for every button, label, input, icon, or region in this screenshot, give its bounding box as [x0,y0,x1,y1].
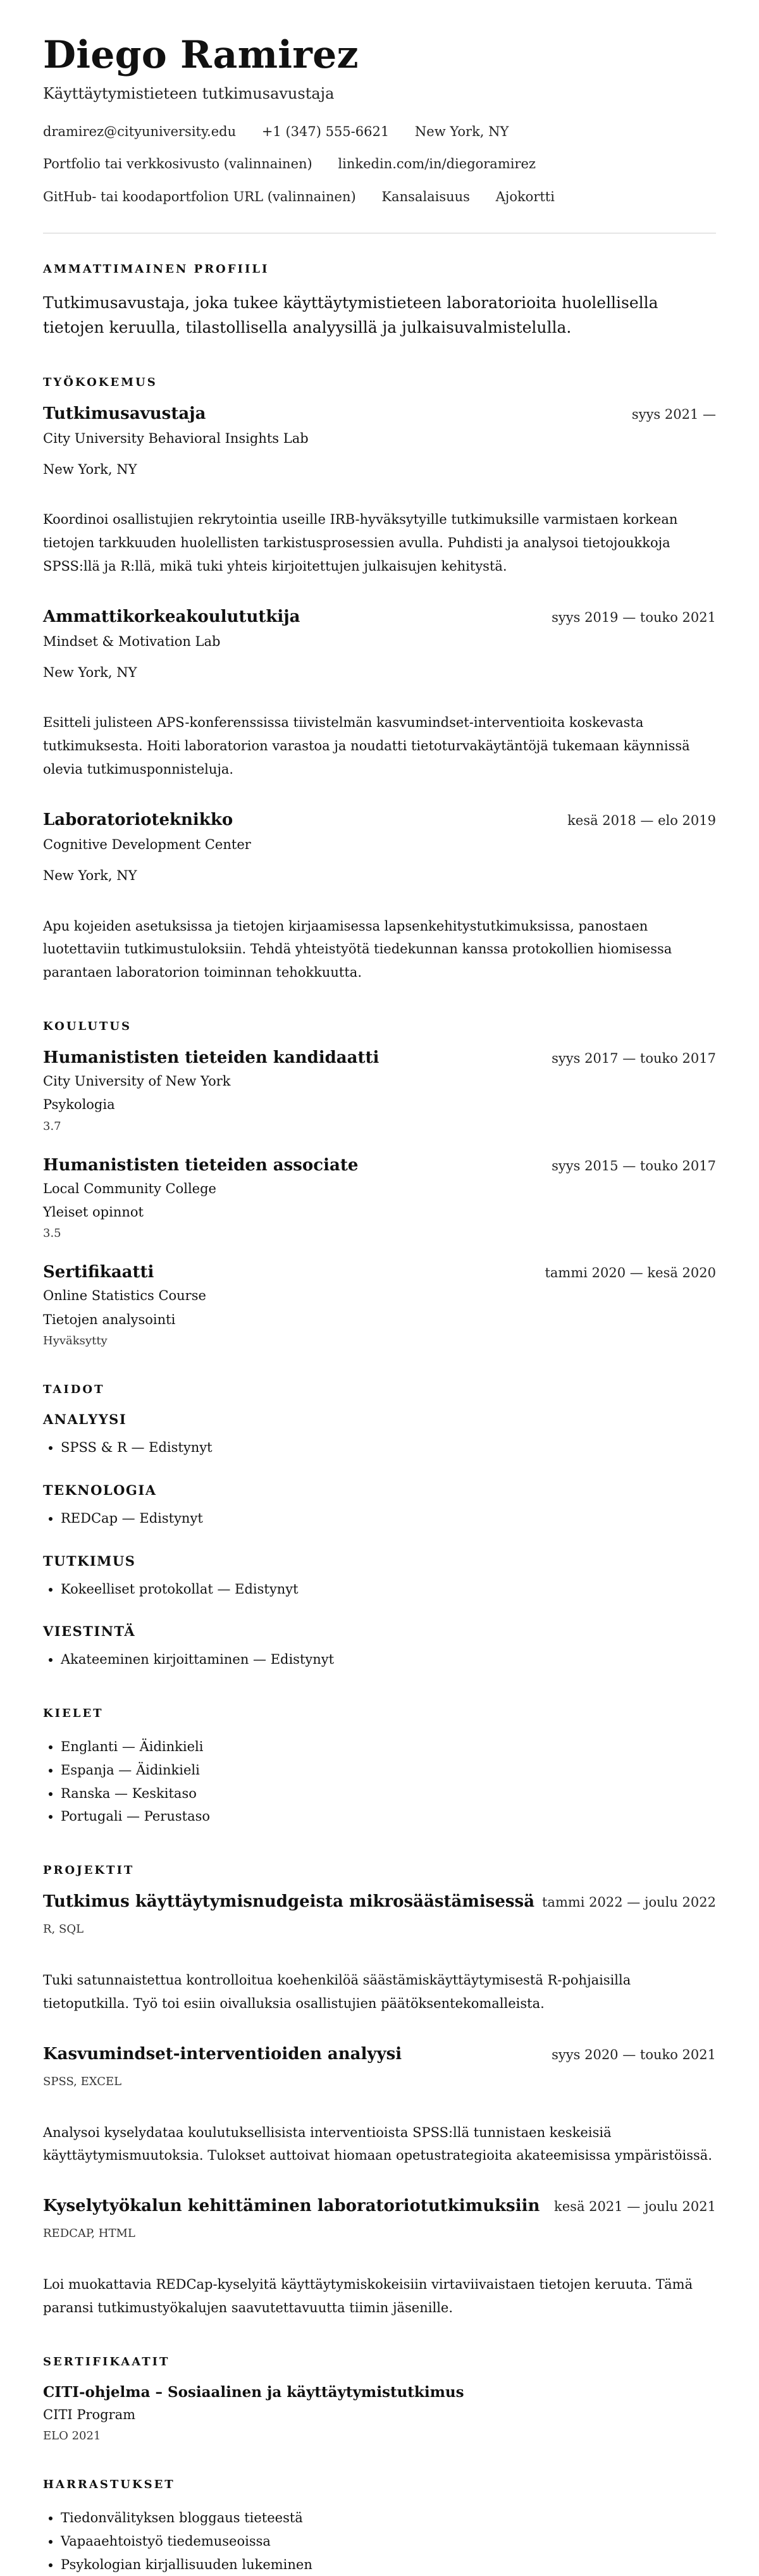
education-section [43,1020,716,1347]
project-entry [43,2045,716,2168]
hobby-list [43,2506,716,2576]
school-name: Online Statistics Course [43,1287,716,1305]
project-tech: REDCAP, HTML [43,2227,716,2240]
languages-heading: KIELET [43,1707,716,1720]
project-date: tammi 2022 — joulu 2022 [542,1895,716,1910]
project-title: Kyselytyökalun kehittäminen laboratoriotutkimuksiin [43,2196,540,2215]
contact-row-extra [43,188,716,206]
project-date: kesä 2021 — joulu 2021 [554,2199,716,2214]
project-date: syys 2020 — touko 2021 [552,2047,716,2062]
experience-entry [43,607,716,781]
skill-item: • SPSS & R — Edistynyt [61,1436,716,1459]
skill-list [43,1507,716,1530]
job-location: New York, NY [43,867,716,885]
project-description: Loi muokattavia REDCap-kyselyitä käyttäytymiskokeisiin virtaviivaistaen tietojen keruuta. Tämä paransi tutkimustyökalujen saavutettavuutta tiimin jäsenille. [43,2273,716,2320]
language-item: • Englanti — Äidinkieli [61,1735,716,1759]
profile-text: Tutkimusavustaja, joka tukee käyttäytymistieteen laboratorioita huolellisella tietojen keruulla, tilastollisella analyysillä ja julkaisuvalmistelulla. [43,291,716,340]
job-date: kesä 2018 — elo 2019 [567,813,716,828]
github-link[interactable]: GitHub- tai koodaportfolion URL (valinnainen) [43,189,356,204]
hobby-item: • Tiedonvälityksen bloggaus tieteestä [61,2506,716,2530]
school-name: Local Community College [43,1180,716,1198]
certification-title: CITI-ohjelma – Sosiaalinen ja käyttäytymistutkimus [43,2384,716,2401]
degree-title: Sertifikaatti [43,1263,154,1282]
skill-item: • Akateeminen kirjoittaminen — Edistynyt [61,1648,716,1671]
skill-item: • REDCap — Edistynyt [61,1507,716,1530]
grade: 3.5 [43,1227,716,1240]
field-of-study: Yleiset opinnot [43,1203,716,1222]
portfolio-link[interactable]: Portfolio tai verkkosivusto (valinnainen) [43,156,312,171]
skill-list [43,1578,716,1601]
job-date: syys 2019 — touko 2021 [552,610,716,625]
experience-entry [43,404,716,578]
degree-date: syys 2017 — touko 2017 [552,1051,716,1066]
certification-entry [43,2384,716,2443]
skill-category: ANALYYSI [43,1411,716,1427]
project-tech: SPSS, EXCEL [43,2075,716,2088]
email-link[interactable]: dramirez@cityuniversity.edu [43,124,236,139]
field-of-study: Tietojen analysointi [43,1311,716,1329]
hobbies-section [43,2478,716,2576]
project-entry [43,2196,716,2320]
job-description: Apu kojeiden asetuksissa ja tietojen kirjaamisessa lapsenkehitystutkimuksissa, panostaen luotettaviin tutkimustuloksiin. Tehdä yhteistyötä tiedekunnan kanssa protokollien hiomisessa parantaen laboratorion toiminnan tehokkuutta. [43,915,716,984]
hobby-item: • Psykologian kirjallisuuden lukeminen [61,2553,716,2576]
skill-category: VIESTINTÄ [43,1623,716,1639]
contact-row-links [43,155,716,173]
language-item: • Espanja — Äidinkieli [61,1759,716,1782]
candidate-title: Käyttäytymistieteen tutkimusavustaja [43,85,716,102]
experience-heading: TYÖKOKEMUS [43,376,716,389]
degree-title: Humanististen tieteiden kandidaatti [43,1048,379,1067]
profile-heading: AMMATTIMAINEN PROFIILI [43,263,716,276]
skill-list [43,1648,716,1671]
candidate-name: Diego Ramirez [43,34,716,76]
job-title: Ammattikorkeakoulututkija [43,607,300,626]
experience-entry [43,810,716,984]
languages-section [43,1707,716,1828]
drivers-license: Ajokortti [496,189,555,204]
project-description: Tuki satunnaistettua kontrolloitua koehenkilöä säästämiskäyttäytymisestä R-pohjaisilla tietoputkilla. Työ toi esiin oivalluksia osallistujien päätöksentekomalleista. [43,1969,716,2016]
skill-category: TEKNOLOGIA [43,1482,716,1498]
projects-heading: PROJEKTIT [43,1864,716,1877]
hobby-item: • Vapaaehtoistyö tiedemuseoissa [61,2530,716,2553]
project-entry [43,1892,716,2016]
language-list [43,1735,716,1828]
project-tech: R, SQL [43,1923,716,1936]
skill-item: • Kokeelliset protokollat — Edistynyt [61,1578,716,1601]
job-location: New York, NY [43,461,716,479]
location: New York, NY [415,124,509,139]
school-name: City University of New York [43,1072,716,1091]
hobbies-heading: HARRASTUKSET [43,2478,716,2491]
grade: Hyväksytty [43,1334,716,1347]
certifications-section [43,2355,716,2443]
job-location: New York, NY [43,664,716,682]
job-title: Tutkimusavustaja [43,404,206,423]
skills-heading: TAIDOT [43,1383,716,1396]
language-item: • Portugali — Perustaso [61,1805,716,1828]
education-entry [43,1263,716,1347]
degree-date: syys 2015 — touko 2017 [552,1158,716,1173]
citizenship: Kansalaisuus [381,189,470,204]
job-organization: Cognitive Development Center [43,836,716,854]
job-title: Laboratorioteknikko [43,810,233,829]
field-of-study: Psykologia [43,1096,716,1114]
job-organization: Mindset & Motivation Lab [43,633,716,651]
experience-section [43,376,716,984]
certification-date: ELO 2021 [43,2429,716,2443]
job-description: Koordinoi osallistujien rekrytointia useille IRB-hyväksytyille tutkimuksille varmistaen korkean tietojen tarkkuuden huolellisten tarkistusprosessien avulla. Puhdisti ja analysoi tietojoukkoja SPSS:llä ja R:llä, mikä tuki yhteis kirjoitettujen julkaisujen kehitystä. [43,508,716,578]
certifications-heading: SERTIFIKAATIT [43,2355,716,2369]
skill-category: TUTKIMUS [43,1553,716,1569]
phone-number: +1 (347) 555-6621 [262,124,389,139]
project-description: Analysoi kyselydataa koulutuksellisista interventioista SPSS:llä tunnistaen keskeisiä käyttäytymismuutoksia. Tulokset auttoivat hiomaan opetustrategioita akateemisissa ympäristöissä. [43,2121,716,2168]
education-heading: KOULUTUS [43,1020,716,1033]
project-title: Tutkimus käyttäytymisnudgeista mikrosäästämisessä [43,1892,534,1911]
job-description: Esitteli julisteen APS-konferenssissa tiivistelmän kasvumindset-interventioita koskevasta tutkimuksesta. Hoiti laboratorion varastoa ja noudatti tietoturvakäytäntöjä tukemaan käynnissä olevia tutkimusponnisteluja. [43,711,716,781]
contact-row-primary [43,123,716,141]
education-entry [43,1156,716,1241]
certification-issuer: CITI Program [43,2406,716,2424]
project-title: Kasvumindset-interventioiden analyysi [43,2045,402,2064]
job-date: syys 2021 — [632,407,716,422]
degree-date: tammi 2020 — kesä 2020 [545,1265,716,1280]
skill-list [43,1436,716,1459]
grade: 3.7 [43,1120,716,1133]
education-entry [43,1048,716,1133]
projects-section [43,1864,716,2320]
degree-title: Humanististen tieteiden associate [43,1156,358,1175]
skills-section [43,1383,716,1671]
job-organization: City University Behavioral Insights Lab [43,430,716,448]
linkedin-link[interactable]: linkedin.com/in/diegoramirez [338,156,536,171]
language-item: • Ranska — Keskitaso [61,1782,716,1805]
